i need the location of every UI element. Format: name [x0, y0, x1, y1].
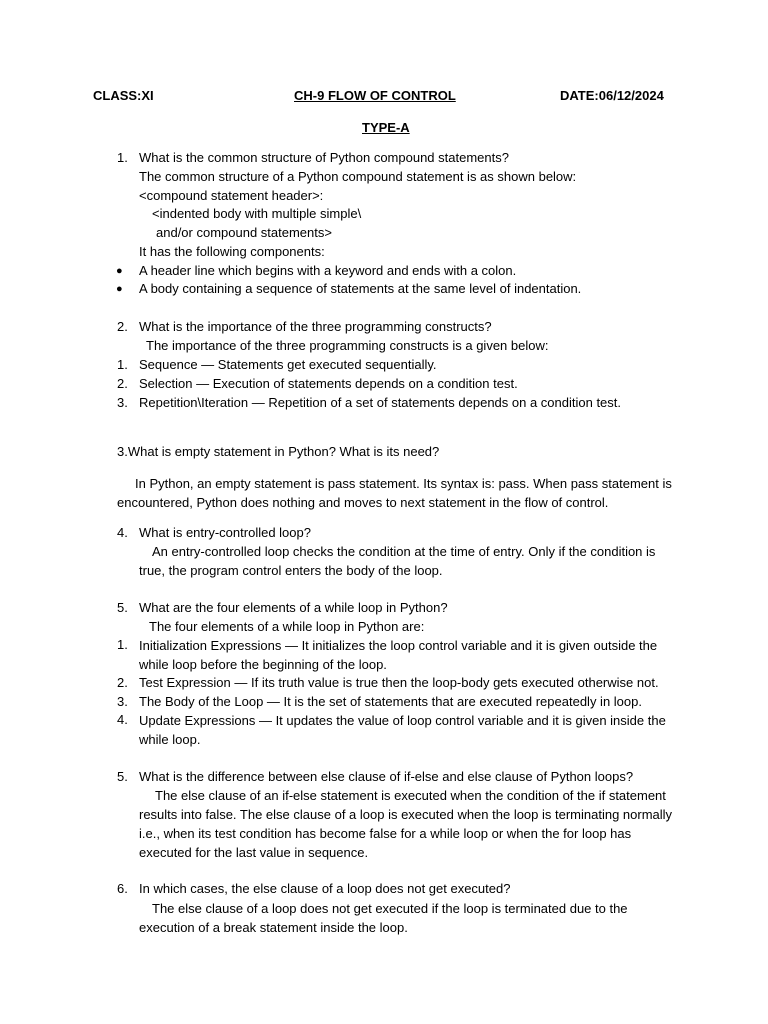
bullet-icon: ●	[116, 283, 123, 295]
q7-number: 6.	[117, 881, 128, 896]
q2-item-text: Repetition\Iteration — Repetition of a set of statements depends on a condition test.	[139, 395, 622, 410]
q1-number: 1.	[117, 150, 128, 165]
q2-item-text: Sequence — Statements get executed sequentially.	[139, 357, 437, 372]
q1-answer-line: <compound statement header>:	[139, 188, 324, 203]
q7-question: In which cases, the else clause of a loop does not get executed?	[139, 881, 511, 896]
q3-answer: In Python, an empty statement is pass statement. Its syntax is: pass. When pass statement is encountered, Python does nothing and moves to next statement in the flow of control.	[117, 476, 672, 510]
q3-question: 3.What is empty statement in Python? What is its need?	[117, 444, 440, 459]
q5-item-number: 2.	[117, 675, 128, 690]
q5-item-number: 3.	[117, 694, 128, 709]
q5-item-number: 4.	[117, 712, 128, 727]
q5-item-text: The Body of the Loop — It is the set of statements that are executed repeatedly in loop.	[139, 694, 642, 709]
chapter-title: CH-9 FLOW OF CONTROL	[294, 88, 456, 103]
q5-question: What are the four elements of a while loop in Python?	[139, 600, 448, 615]
q1-bullet-text: A body containing a sequence of statements at the same level of indentation.	[139, 281, 582, 296]
section-title: TYPE-A	[362, 120, 410, 135]
q4-answer: An entry-controlled loop checks the condition at the time of entry. Only if the condition is true, the program control enters the body of the loop.	[139, 544, 656, 578]
q6-question: What is the difference between else clause of if-else and else clause of Python loops?	[139, 769, 634, 784]
q6-answer: The else clause of an if-else statement is executed when the condition of the if statement results into false. The else clause of a loop is executed when the loop is terminating normally i.e., when its test condition has become false for a while loop or when the for loop has executed for the last value in sequence.	[139, 788, 673, 860]
date-label: DATE:06/12/2024	[560, 88, 664, 103]
q5-item-number: 1.	[117, 637, 128, 652]
q2-item-number: 2.	[117, 376, 128, 391]
q1-answer-line: and/or compound statements>	[156, 225, 332, 240]
q5-item-text: Initialization Expressions — It initializes the loop control variable and it is given outside the while loop before the beginning of the loop.	[139, 638, 658, 672]
q2-number: 2.	[117, 319, 128, 334]
q2-question: What is the importance of the three programming constructs?	[139, 319, 492, 334]
q2-item-number: 1.	[117, 357, 128, 372]
q5-item-text: Test Expression — If its truth value is true then the loop-body gets executed otherwise not.	[139, 675, 659, 690]
q1-answer-line: It has the following components:	[139, 244, 325, 259]
q5-number: 5.	[117, 600, 128, 615]
q2-item-text: Selection — Execution of statements depends on a condition test.	[139, 376, 518, 391]
q4-number: 4.	[117, 525, 128, 540]
q6-number: 5.	[117, 769, 128, 784]
q5-intro: The four elements of a while loop in Python are:	[149, 619, 425, 634]
q1-answer-line: <indented body with multiple simple\	[152, 206, 362, 221]
q2-item-number: 3.	[117, 395, 128, 410]
q1-bullet-text: A header line which begins with a keyword and ends with a colon.	[139, 263, 517, 278]
q1-answer-line: The common structure of a Python compound statement is as shown below:	[139, 169, 577, 184]
q7-answer: The else clause of a loop does not get executed if the loop is terminated due to the execution of a break statement inside the loop.	[139, 901, 628, 935]
q1-question: What is the common structure of Python compound statements?	[139, 150, 509, 165]
class-label: CLASS:XI	[93, 88, 154, 103]
q2-intro: The importance of the three programming constructs is a given below:	[146, 338, 549, 353]
bullet-icon: ●	[116, 265, 123, 277]
q4-question: What is entry-controlled loop?	[139, 525, 311, 540]
q5-item-text: Update Expressions — It updates the value of loop control variable and it is given inside the while loop.	[139, 713, 666, 747]
